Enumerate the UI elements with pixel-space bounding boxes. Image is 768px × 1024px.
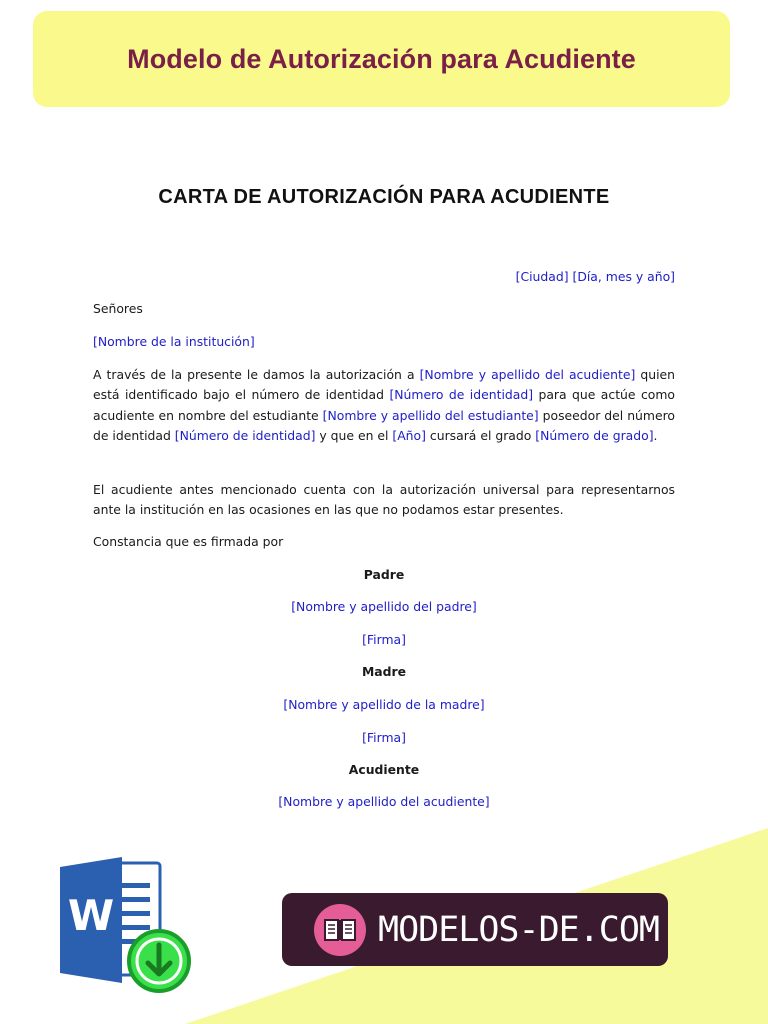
date-line: [Ciudad] [Día, mes y año]: [515, 269, 675, 284]
salutation: Señores: [93, 301, 143, 316]
body-paragraph-1: [93, 365, 675, 447]
open-book-icon: [314, 904, 366, 956]
document-title: CARTA DE AUTORIZACIÓN PARA ACUDIENTE: [158, 186, 610, 208]
closing-line: Constancia que es firmada por: [93, 534, 284, 549]
placeholder-year: [Año]: [392, 428, 426, 444]
header-banner: [33, 11, 730, 107]
signature-line-mother: [Firma]: [362, 730, 406, 745]
body1-text-5: y que en el: [315, 428, 393, 444]
institution-placeholder: [Nombre de la institución]: [93, 334, 255, 349]
placeholder-guardian-name: [Nombre y apellido del acudiente]: [419, 367, 636, 382]
svg-text:W: W: [67, 891, 115, 940]
signature-line-father: [Firma]: [362, 632, 406, 647]
body-paragraph-2: El acudiente antes mencionado cuenta con la autorización universal para representarnos ante la institución en las ocasiones en las que no podamos estar presentes.: [93, 482, 675, 518]
placeholder-grade: [Número de grado]: [535, 428, 654, 444]
signature-name-father: [Nombre y apellido del padre]: [291, 599, 477, 614]
signature-role-mother: Madre: [361, 664, 407, 679]
body1-text-2: quien está identificado bajo el número de identidad: [93, 367, 675, 403]
signature-role-guardian: Acudiente: [348, 762, 420, 777]
placeholder-student-id: [Número de identidad]: [174, 428, 316, 444]
body1-text-6: cursará el grado: [425, 428, 536, 444]
signature-role-father: Padre: [363, 567, 405, 582]
body1-text-7: .: [653, 428, 658, 444]
body1-text-3: para que actúe como acudiente en nombre del estudiante: [93, 387, 675, 423]
placeholder-student-name: [Nombre y apellido del estudiante]: [322, 407, 539, 423]
placeholder-id-number: [Número de identidad]: [389, 387, 534, 403]
signature-name-guardian: [Nombre y apellido del acudiente]: [278, 794, 490, 809]
signature-name-mother: [Nombre y apellido de la madre]: [283, 697, 485, 712]
body1-text-1: A través de la presente le damos la autorización a: [93, 367, 420, 382]
brand-text: MODELOS-DE.COM: [378, 909, 660, 950]
body1-text-4: poseedor del número de identidad: [93, 407, 675, 444]
page-title: Modelo de Autorización para Acudiente: [127, 43, 636, 74]
brand-badge[interactable]: [282, 893, 668, 966]
word-document-download-icon[interactable]: [58, 855, 198, 1000]
